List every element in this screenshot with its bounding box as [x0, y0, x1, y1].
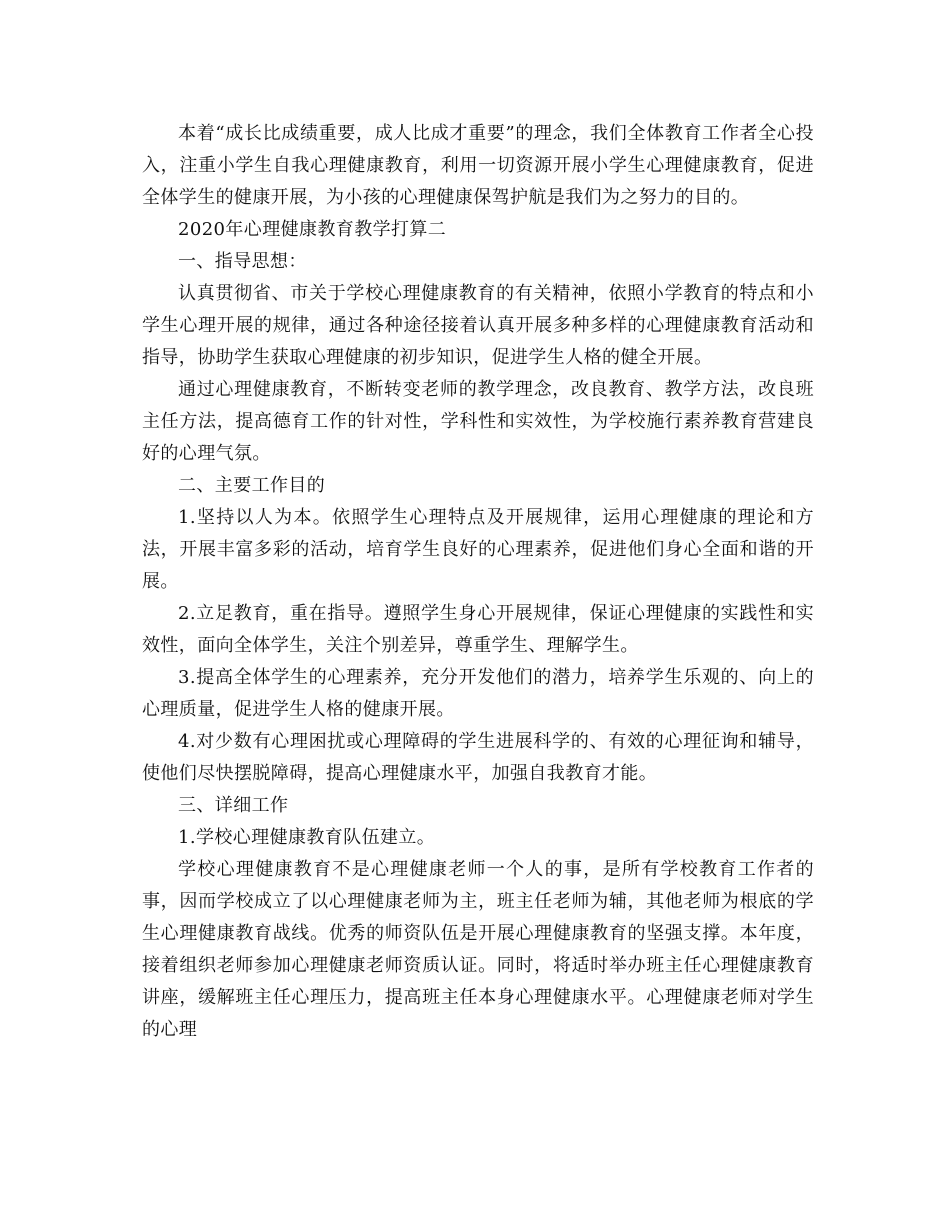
paragraph-intro: 本着“成长比成绩重要，成人比成才重要”的理念，我们全体教育工作者全心投入，注重小学生自我心理健康教育，利用一切资源开展小学生心理健康教育，促进全体学生的健康开展，为小孩的心理健康保驾护航是我们为之努力的目的。 [142, 123, 814, 208]
goal-item-4: 4.对少数有心理困扰或心理障碍的学生进展科学的、有效的心理征询和辅导，使他们尽快摆脱障碍，提高心理健康水平，加强自我教育才能。 [142, 731, 814, 784]
heading-main-goals: 二、主要工作目的 [178, 475, 326, 496]
goal-item-1: 1.坚持以人为本。依照学生心理特点及开展规律，运用心理健康的理论和方法，开展丰富多彩的活动，培育学生良好的心理素养，促进他们身心全面和谐的开展。 [142, 507, 814, 592]
paragraph-guiding-ideology: 认真贯彻省、市关于学校心理健康教育的有关精神，依照小学教育的特点和小学生心理开展的规律，通过各种途径接着认真开展多种多样的心理健康教育活动和指导，协助学生获取心理健康的初步知识，促进学生人格的健全开展。 [142, 283, 814, 368]
document-page [142, 118, 814, 1046]
paragraph-teaching-concept: 通过心理健康教育，不断转变老师的教学理念，改良教育、教学方法，改良班主任方法，提高德育工作的针对性，学科性和实效性，为学校施行素养教育营建良好的心理气氛。 [142, 379, 814, 464]
goal-item-2: 2.立足教育，重在指导。遵照学生身心开展规律，保证心理健康的实践性和实效性，面向全体学生，关注个别差异，尊重学生、理解学生。 [142, 603, 814, 656]
goal-item-3: 3.提高全体学生的心理素养，充分开发他们的潜力，培养学生乐观的、向上的心理质量，促进学生人格的健康开展。 [142, 667, 814, 720]
work-item-1-title: 1.学校心理健康教育队伍建立。 [178, 827, 436, 848]
section-title-plan-two: 2020年心理健康教育教学打算二 [178, 219, 447, 240]
paragraph-team-building: 学校心理健康教育不是心理健康老师一个人的事，是所有学校教育工作者的事，因而学校成立了以心理健康老师为主，班主任老师为辅，其他老师为根底的学生心理健康教育战线。优秀的师资队伍是开展心理健康教育的坚强支撑。本年度，接着组织老师参加心理健康老师资质认证。同时，将适时举办班主任心理健康教育讲座，缓解班主任心理压力，提高班主任本身心理健康水平。心理健康老师对学生的心理 [142, 859, 814, 1040]
heading-detailed-work: 三、详细工作 [178, 795, 289, 816]
heading-guiding-ideology: 一、指导思想： [178, 251, 307, 272]
